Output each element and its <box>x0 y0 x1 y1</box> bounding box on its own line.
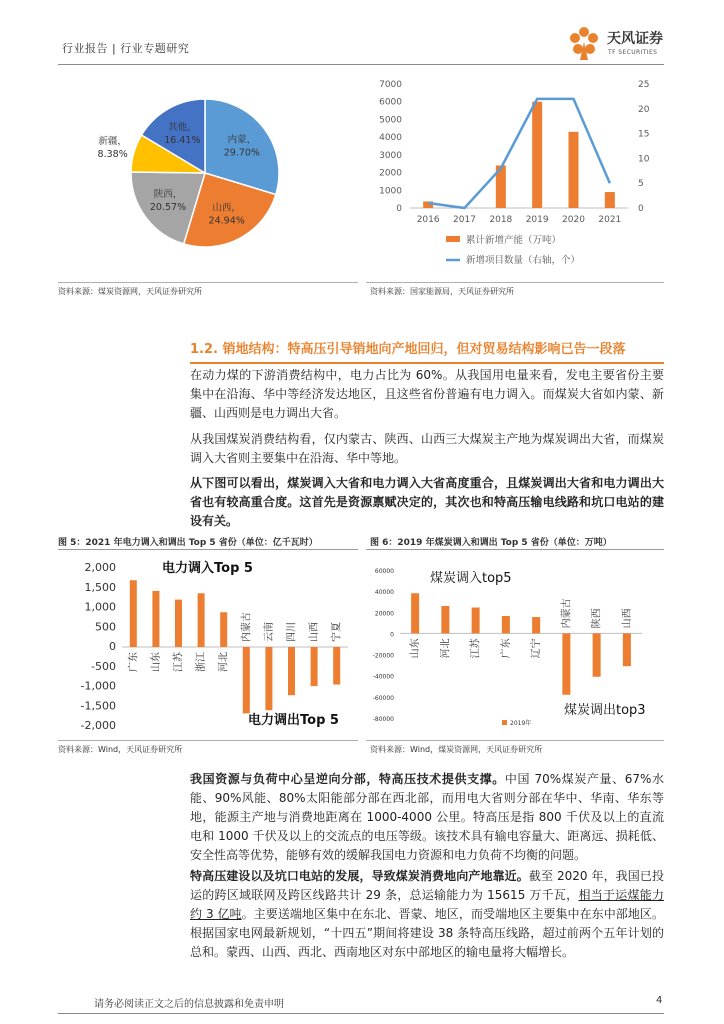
footer-divider <box>58 1013 664 1014</box>
pie-divider <box>58 282 358 283</box>
left-axis-tick: 2000 <box>379 168 402 179</box>
category-label: 辽宁 <box>531 638 543 659</box>
pie-slice-name: 陕西， <box>153 189 183 201</box>
fig6-divider <box>366 740 664 741</box>
y-axis-tick: 500 <box>95 620 116 634</box>
category-label: 宁夏 <box>331 622 343 642</box>
right-axis-tick: 20 <box>638 104 650 115</box>
category-label: 山西 <box>621 608 633 629</box>
inflow-bar <box>441 606 449 633</box>
category-label: 江苏 <box>470 638 482 659</box>
page-number: 4 <box>656 995 663 1006</box>
y-axis-tick: -1,500 <box>80 699 116 713</box>
capacity-bar <box>532 102 542 208</box>
y-axis-tick: 40000 <box>374 589 394 597</box>
y-axis-tick: -60000 <box>372 694 394 702</box>
left-axis-tick: 3000 <box>379 150 402 161</box>
category-label: 广东 <box>128 652 140 672</box>
paragraph-5 <box>190 867 664 962</box>
category-label: 山东 <box>410 638 422 659</box>
right-axis-tick: 5 <box>638 179 644 190</box>
x-axis-tick: 2021 <box>598 215 622 225</box>
category-label: 河北 <box>218 652 230 672</box>
capacity-bar <box>605 192 615 208</box>
fig5-chart <box>58 552 358 738</box>
fig6-title: 图 6：2019 年煤炭调入和调出 Top 5 省份（单位：万吨） <box>370 538 612 548</box>
inflow-bar <box>175 600 182 647</box>
x-axis-tick: 2016 <box>416 215 440 225</box>
pie-slice-name: 山西， <box>212 202 241 214</box>
pie-slice-label: 24.94% <box>208 215 245 227</box>
y-axis-tick: 2,000 <box>84 561 116 574</box>
fig6-source: 资料来源：Wind，煤炭资源网，天风证券研究所 <box>370 745 543 754</box>
legend-label: 2019年 <box>510 720 532 727</box>
y-axis-tick: -20000 <box>372 652 394 660</box>
fig5-title: 图 5：2021 年电力调入和调出 Top 5 省份（单位：亿千瓦时） <box>58 538 318 548</box>
fig5-divider <box>58 740 358 741</box>
pie-slice-label: 8.38% <box>97 148 128 160</box>
inflow-bar <box>130 580 137 647</box>
fig6-chart <box>366 552 664 738</box>
category-label: 内蒙古 <box>561 598 573 629</box>
section-title: 1.2. 销地结构：特高压引导销地向产地回归，但对贸易结构影响已告一段落 <box>190 338 664 364</box>
report-category: 行业报告 | 行业专题研究 <box>62 42 190 55</box>
category-label: 云南 <box>263 622 275 642</box>
inflow-bar <box>411 593 419 633</box>
category-label: 江苏 <box>173 652 185 672</box>
legend-label-projects: 新增项目数量（右轴，个） <box>466 255 581 266</box>
paragraph-3: 从下图可以看出，煤炭调入大省和电力调入大省高度重合，且煤炭调出大省和电力调出大省也有较高重合度。这首先是资源禀赋决定的，其次也和特高压输电线路和坑口电站的建设有关。 <box>190 476 664 528</box>
combo-chart <box>366 70 664 280</box>
pie-slice-label: 20.57% <box>149 202 187 214</box>
paragraph-5-body-a: 截至 2020 年，我国已投运的跨区域联网及跨区线路共计 29 条，总运输能力为 15615 万千瓦， <box>190 869 664 902</box>
pie-slice-name: 新疆， <box>98 135 127 147</box>
label-inflow-top5: 煤炭调入top5 <box>430 571 512 586</box>
left-axis-tick: 0 <box>396 204 402 214</box>
outflow-bar <box>243 647 250 713</box>
y-axis-tick: -40000 <box>372 673 394 681</box>
y-axis-tick: -80000 <box>372 716 394 723</box>
left-axis-tick: 4000 <box>379 133 402 144</box>
y-axis-tick: 1,500 <box>84 580 116 594</box>
inflow-bar <box>198 593 205 647</box>
category-label: 浙江 <box>196 652 208 672</box>
category-label: 河北 <box>440 638 452 659</box>
y-axis-tick: 20000 <box>374 610 394 618</box>
y-axis-tick: -500 <box>91 659 116 673</box>
category-label: 内蒙古 <box>241 612 253 642</box>
category-label: 山西 <box>309 622 321 642</box>
outflow-bar <box>562 633 570 694</box>
pie-slice-name: 内蒙， <box>227 134 257 146</box>
right-axis-tick: 25 <box>638 80 650 90</box>
y-axis-tick: 0 <box>390 631 394 639</box>
category-label: 四川 <box>286 622 298 642</box>
paragraph-1: 在动力煤的下游消费结构中，电力占比为 60%。从我国用电量来看，发电主要省份主要集中在沿海、华中等经济发达地区，且这些省份普遍有电力调入。而煤炭大省如内蒙、新疆、山西则是电力调出大省。 <box>190 368 664 420</box>
label-outflow-top3: 煤炭调出top3 <box>564 703 646 718</box>
outflow-bar <box>288 647 295 695</box>
combo-divider <box>366 282 664 283</box>
paragraph-5-lead: 特高压建设以及坑口电站的发展，导致煤炭消费地向产地靠近。 <box>190 869 529 883</box>
right-axis-tick: 10 <box>638 154 650 165</box>
combo-source: 资料来源：国家能源局，天风证券研究所 <box>370 287 514 296</box>
header-divider <box>58 64 664 65</box>
pie-chart <box>58 70 358 280</box>
outflow-bar <box>593 633 601 676</box>
left-axis-tick: 7000 <box>379 80 402 90</box>
outflow-bar <box>265 647 272 710</box>
paragraph-4-body: 中国 70%煤炭产量、67%水能、90%风能、80%太阳能部分部在西北部，而用电大省则分部在华中、华南、华东等地，能源主产地与消费地距离在 1000-4000 公里。特高压是指 800 千伏及以上的直流电和 1000 千伏及以上的交流点的电压等级。该技术具有输电容量大、距离远、损耗低、安全性高等优势，能够有效的缓解我国电力资源和电力负荷不均衡的问题。 <box>190 772 664 862</box>
paragraph-5-body-b: 。主要送端地区集中在东北、晋蒙、地区，而受端地区主要集中在东中部地区。根据国家电网最新规划，“十四五”期间将建设 38 条特高压线路，超过前两个五年计划的总和。蒙西、山西、西北、西南地区对东中部地区的输电量将大幅增长。 <box>190 907 664 959</box>
capacity-bar <box>569 132 579 208</box>
x-axis-tick: 2017 <box>453 215 476 225</box>
paragraph-4-lead: 我国资源与负荷中心呈逆向分部，特高压技术提供支撑。 <box>190 772 505 786</box>
inflow-bar <box>220 612 227 647</box>
outflow-bar <box>311 647 318 686</box>
outflow-bar <box>333 647 340 685</box>
left-axis-tick: 5000 <box>379 115 402 126</box>
legend-swatch <box>502 720 507 725</box>
left-axis-tick: 6000 <box>379 97 402 108</box>
pie-slice-name: 其他， <box>168 122 197 134</box>
inflow-bar <box>532 617 540 633</box>
y-axis-tick: -1,000 <box>80 679 116 693</box>
paragraph-5-underlined: 相当于运煤能力约 3 亿吨 <box>190 888 664 921</box>
y-axis-tick: 60000 <box>374 568 394 575</box>
logo-name: 天风证券 <box>607 31 663 47</box>
outflow-bar <box>623 633 631 666</box>
x-axis-tick: 2019 <box>525 215 549 225</box>
category-label: 山东 <box>150 652 162 672</box>
fig6-title-rule <box>366 549 664 550</box>
legend-swatch-capacity <box>446 236 460 242</box>
inflow-bar <box>472 608 480 634</box>
paragraph-2: 从我国煤炭消费结构看，仅内蒙古、陕西、山西三大煤炭主产地为煤炭调出大省，而煤炭调入大省则主要集中在沿海、华中等地。 <box>190 432 664 465</box>
inflow-bar <box>152 591 159 647</box>
x-axis-tick: 2018 <box>489 215 513 225</box>
inflow-bar <box>502 616 510 633</box>
right-axis-tick: 15 <box>638 129 650 140</box>
left-axis-tick: 1000 <box>379 186 402 197</box>
right-axis-tick: 0 <box>638 204 644 214</box>
y-axis-tick: -2,000 <box>80 719 116 732</box>
x-axis-tick: 2020 <box>562 215 585 225</box>
y-axis-tick: 1,000 <box>84 600 116 614</box>
label-outflow-top5: 电力调出Top 5 <box>248 713 339 728</box>
pie-source: 资料来源：煤炭资源网，天风证券研究所 <box>58 287 202 296</box>
legend-label-capacity: 累计新增产能（万吨） <box>466 235 562 246</box>
logo-subtitle: TF SECURITIES <box>608 49 658 56</box>
pie-slice-label: 29.70% <box>223 147 260 159</box>
footer-disclaimer: 请务必阅读正文之后的信息披露和免责申明 <box>94 999 284 1010</box>
project-count-line <box>428 99 610 208</box>
label-inflow-top5: 电力调入Top 5 <box>162 561 253 576</box>
fig5-source: 资料来源：Wind，天风证券研究所 <box>58 745 183 754</box>
paragraph-4 <box>190 770 664 865</box>
fig5-title-rule <box>58 549 358 550</box>
y-axis-tick: 0 <box>109 640 116 653</box>
category-label: 陕西 <box>591 608 603 629</box>
pie-slice-label: 16.41% <box>164 135 201 147</box>
category-label: 广东 <box>500 638 512 659</box>
